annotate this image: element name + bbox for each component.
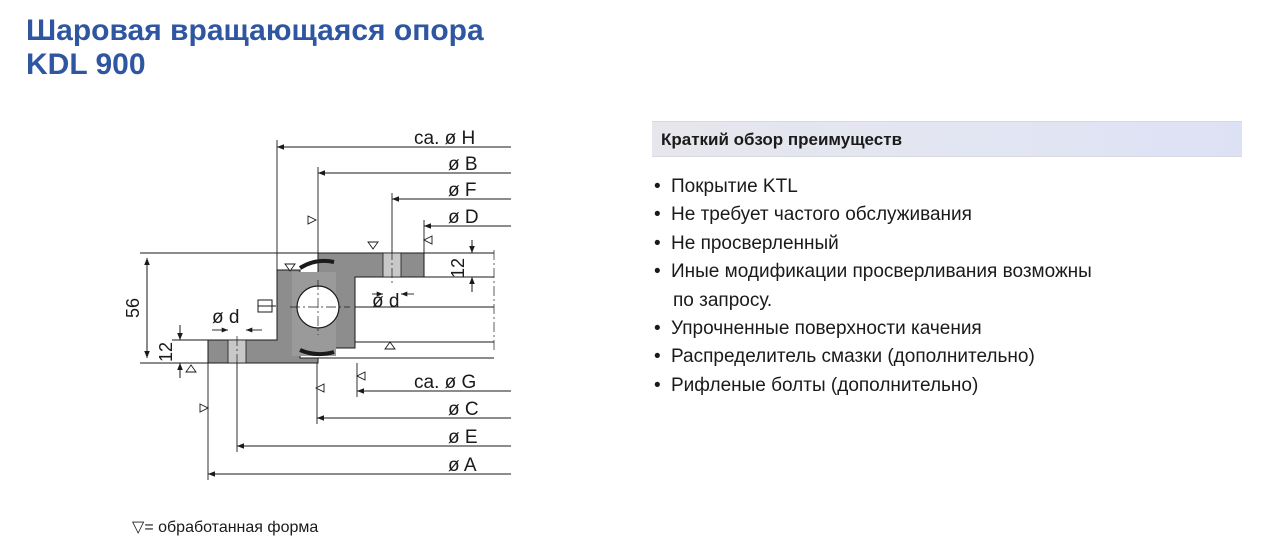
list-item-continuation: по запросу. [673, 289, 773, 311]
bullet-icon: • [654, 318, 661, 340]
list-item [654, 372, 1092, 400]
list-item [654, 230, 1092, 258]
benefits-list [654, 173, 1092, 400]
dim-label-D: ø D [448, 207, 479, 228]
bullet-icon: • [654, 261, 661, 283]
dim-label-G: ca. ø G [414, 372, 477, 393]
bullet-icon: • [654, 346, 661, 368]
dim-label-12-right: 12 [448, 257, 468, 278]
bullet-icon: • [654, 232, 661, 254]
dim-label-A: ø A [448, 455, 477, 476]
benefits-header [652, 121, 1242, 157]
bullet-icon: • [654, 176, 661, 197]
dim-label-C: ø C [448, 399, 479, 420]
list-item-text: Не просверленный [671, 232, 839, 254]
dim-label-56: 56 [123, 297, 143, 318]
list-item [654, 173, 1092, 201]
list-item-text: Распределитель смазки (дополнительно) [671, 346, 1035, 368]
title-line-1: Шаровая вращающаяся опора [26, 14, 484, 47]
list-item-text: Иные модификации просверливания возможны [671, 261, 1092, 283]
list-item [654, 343, 1092, 371]
title-line-2: KDL 900 [26, 48, 146, 81]
list-item-text: Упрочненные поверхности качения [671, 318, 982, 340]
dim-label-F: ø F [448, 180, 477, 201]
dim-label-12-left: 12 [156, 341, 176, 362]
legend [132, 517, 318, 537]
list-item-text: Покрытие KTL [671, 176, 798, 197]
list-item [654, 201, 1092, 229]
dim-label-B: ø B [448, 154, 478, 175]
dim-label-H: ca. ø H [414, 128, 476, 149]
list-item [654, 315, 1092, 343]
bullet-icon: • [654, 204, 661, 226]
hole-label-right: ø d [372, 291, 400, 312]
hole-label-left: ø d [212, 307, 240, 328]
list-item-text: Не требует частого обслуживания [671, 204, 972, 226]
machined-triangle-icon: ▽ [132, 519, 145, 536]
list-item-text: Рифленые болты (дополнительно) [671, 374, 979, 396]
benefits-header-label: Краткий обзор преимуществ [661, 130, 903, 149]
bullet-icon: • [654, 374, 661, 396]
list-item [654, 258, 1092, 315]
dim-label-E: ø E [448, 427, 478, 448]
legend-text: = обработанная форма [144, 519, 319, 536]
